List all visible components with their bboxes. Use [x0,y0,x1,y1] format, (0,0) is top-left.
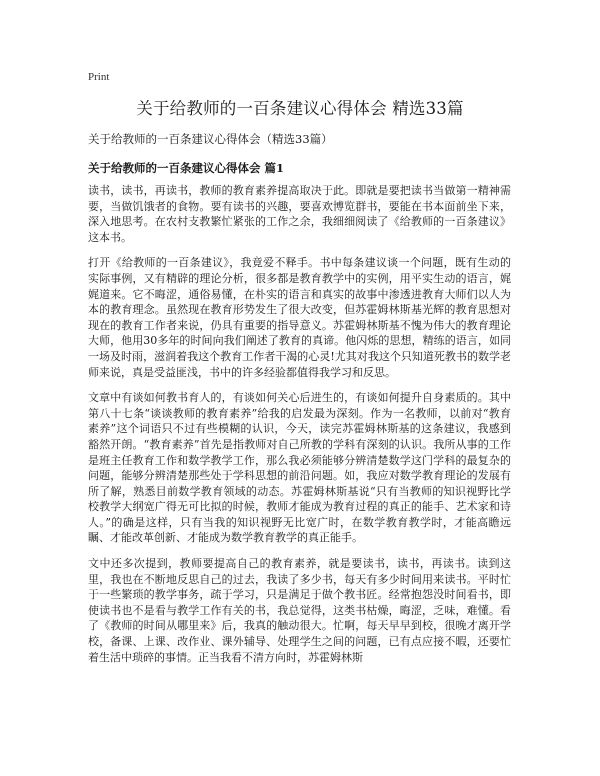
paragraph: 文章中有谈如何教书育人的，有谈如何关心后进生的，有谈如何提升自身素质的。其中第八十七条“谈谈教师的教育素养”给我的启发最为深刻。作为一名教师，以前对“教育素养”这个词语只不过有些模糊的认识，今天，读完苏霍姆林斯基的这条建议，我感到豁然开朗。“教育素养”首先是指教师对自己所教的学科有深刻的认识。我所从事的工作是班主任教育工作和数学教学工作，那么我必须能够分辨清楚数学这门学科的最复杂的问题，能够分辨清楚那些处于学科思想的前沿问题。如，我应对数学教育理论的发展有所了解，熟悉目前数学教育领域的动态。苏霍姆林斯基说“只有当教师的知识视野比学校教学大纲宽广得无可比拟的时候，教师才能成为教育过程的真正的能手、艺术家和诗人。”的确是这样，只有当我的知识视野无比宽广时，在数学教育教学时，才能高瞻远瞩、才能改革创新、才能成为数学教育教学的真正能手。 [88,391,511,545]
paragraph: 打开《给教师的一百条建议》，我竟爱不释手。书中每条建议谈一个问题，既有生动的实际事例，又有精辟的理论分析，很多都是教育教学中的实例，用平实生动的语言，娓娓道来。它不晦涩，通俗易懂，在朴实的语言和真实的故事中渗透进教育大师们以人为本的教育理念。虽然现在教育形势发生了很大改变，但苏霍姆林斯基光辉的教育思想对现在的教育工作者来说，仍具有重要的指导意义。苏霍姆林斯基不愧为伟大的教育理论大师，他用30多年的时间向我们阐述了教育的真谛。他闪烁的思想，精练的语言，如同一场及时雨，滋润着我这个教育工作者干渴的心灵!尤其对我这个只知道死教书的数学老师来说，真是受益匪浅，书中的许多经验都值得我学习和反思。 [88,256,511,379]
page-title: 关于给教师的一百条建议心得体会 精选33篇 [136,99,464,118]
document-subtitle: 关于给教师的一百条建议心得体会（精选33篇） [88,132,333,146]
print-link[interactable]: Print [88,71,110,83]
section-heading: 关于给教师的一百条建议心得体会 篇1 [88,161,285,175]
article-body [88,183,511,675]
paragraph: 读书，读书，再读书，教师的教育素养提高取决于此。即就是要把读书当做第一精神需要，当做饥饿者的食物。要有读书的兴趣，要喜欢博览群书，要能在书本面前坐下来，深入地思考。在农村支教繁忙紧张的工作之余，我细细阅读了《给教师的一百条建议》这本书。 [88,184,511,244]
paragraph: 文中还多次提到，教师要提高自己的教育素养，就是要读书，读书，再读书。读到这里，我也在不断地反思自己的过去，我读了多少书，每天有多少时间用来读书。平时忙于一些繁琐的教学事务，疏于学习，只是满足于做个教书匠。经常抱怨没时间看书，即使读书也不是看与教学工作有关的书，我总觉得，这类书枯燥，晦涩，乏味，难懂。看了《教师的时间从哪里来》后，我真的触动很大。忙啊，每天早早到校，很晚才离开学校，备课、上课、改作业、课外辅导、处理学生之间的问题，已有点应接不暇，还要忙着生活中琐碎的事情。正当我看不清方向时，苏霍姆林斯 [88,557,511,664]
